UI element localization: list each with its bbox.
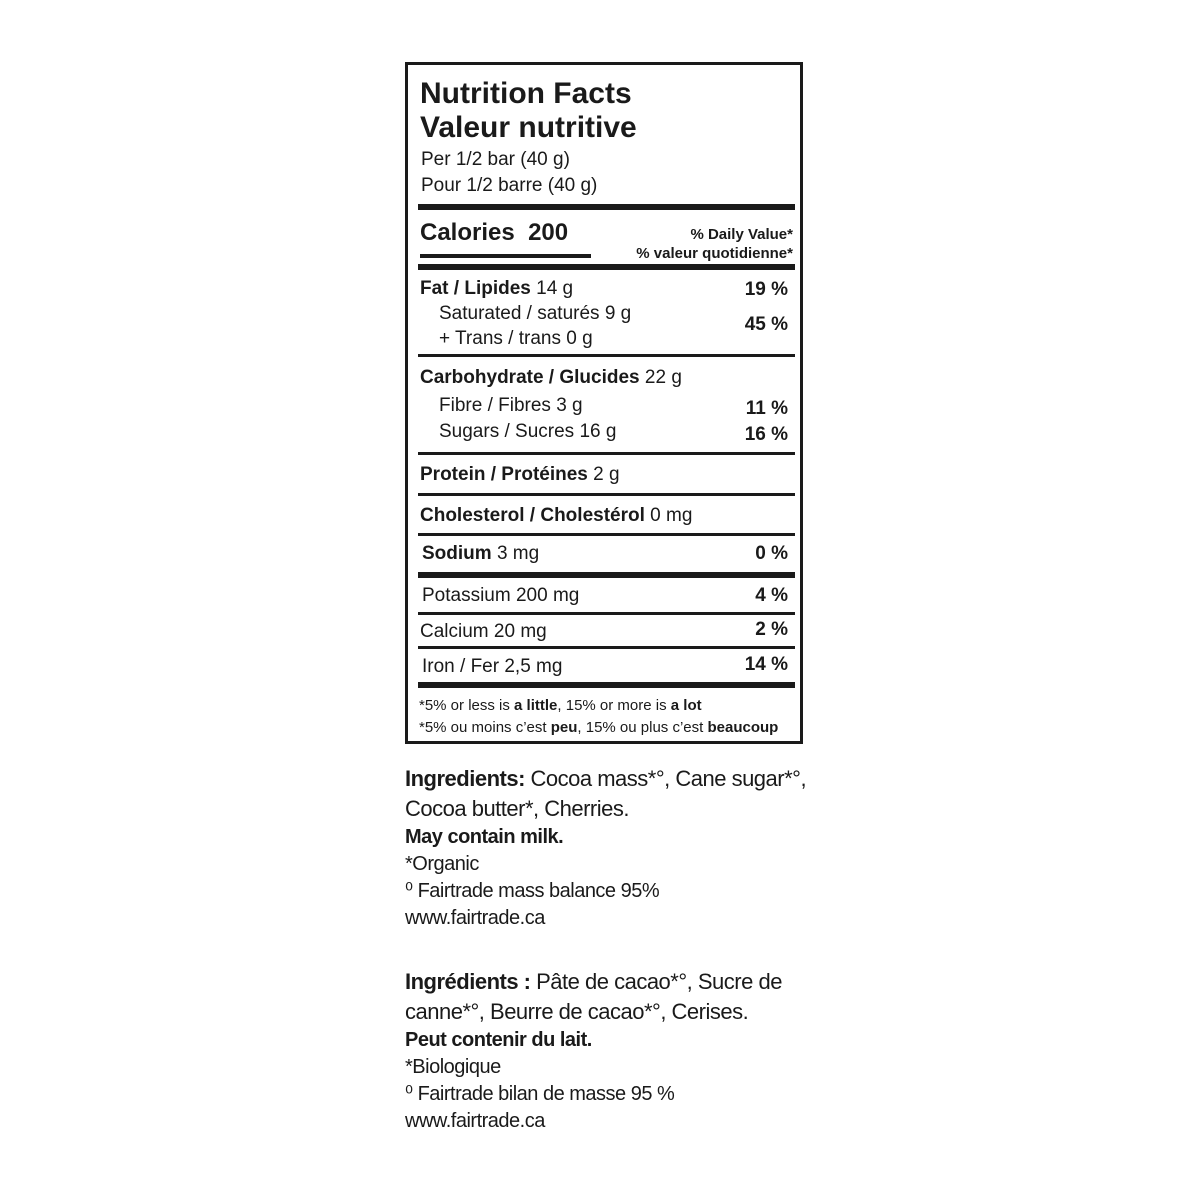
ingredients-french-heading: Ingrédients :: [405, 969, 531, 994]
iron-percent: 14 %: [744, 654, 788, 675]
divider-carbohydrate: [418, 452, 795, 455]
divider-protein: [418, 493, 795, 496]
fibre-percent: 11 %: [745, 398, 788, 419]
footnote-french-beaucoup: beaucoup: [707, 719, 779, 736]
nutrition-facts-panel: [405, 62, 803, 744]
trans-fat-row: + Trans / trans 0 g: [439, 328, 593, 349]
protein-label: Protein / Protéines: [420, 464, 588, 485]
organic-note-french: *Biologique: [405, 1056, 501, 1078]
allergen-english: May contain milk.: [405, 826, 564, 848]
ingredients-french-line1: [405, 967, 825, 997]
fat-amount: 14 g: [536, 278, 574, 299]
divider-sodium: [418, 572, 795, 578]
fat-label: Fat / Lipides: [420, 278, 531, 299]
title-english: Nutrition Facts: [420, 77, 632, 110]
sugars-percent: 16 %: [744, 424, 788, 445]
footnote-english-lot: a lot: [670, 697, 702, 714]
calories-row: [420, 219, 568, 247]
sugars-row: Sugars / Sucres 16 g: [439, 421, 617, 442]
protein-row: [420, 464, 620, 486]
cholesterol-amount: 0 mg: [650, 505, 693, 526]
daily-value-header-french: % valeur quotidienne*: [636, 245, 793, 262]
ingredients-english-text-2: Cocoa butter*, Cherries.: [405, 796, 629, 821]
ingredients-english: [405, 764, 825, 932]
footnote-french-text: *5% ou moins c’est: [419, 719, 551, 736]
cholesterol-label: Cholesterol / Cholestérol: [420, 505, 645, 526]
ingredients-english-line1: [405, 764, 825, 794]
fairtrade-note-english: ⁰ Fairtrade mass balance 95%: [405, 880, 660, 902]
ingredients-english-text-1: Cocoa mass*°, Cane sugar*°,: [524, 766, 807, 791]
title-french: Valeur nutritive: [420, 111, 637, 144]
footnote-english-text: *5% or less is: [419, 697, 515, 714]
footnote-french: [419, 718, 778, 738]
calories-value: 200: [528, 219, 569, 246]
serving-size-french: Pour 1/2 barre (40 g): [421, 175, 598, 196]
iron-row: Iron / Fer 2,5 mg: [422, 656, 563, 677]
sodium-percent: 0 %: [755, 543, 788, 564]
potassium-row: Potassium 200 mg: [422, 585, 580, 606]
fairtrade-website-french: www.fairtrade.ca: [405, 1110, 545, 1132]
ingredients-french-text-1: Pâte de cacao*°, Sucre de: [530, 969, 782, 994]
organic-note-english: *Organic: [405, 853, 479, 875]
sodium-label: Sodium: [422, 543, 492, 564]
daily-value-header-english: % Daily Value*: [690, 226, 793, 243]
divider-iron: [418, 682, 795, 688]
footnote-french-text-2: , 15% ou plus c’est: [577, 719, 708, 736]
sodium-row: [422, 543, 539, 565]
divider-serving: [418, 204, 795, 210]
serving-size-english: Per 1/2 bar (40 g): [421, 149, 570, 170]
potassium-percent: 4 %: [755, 585, 788, 606]
calories-label: Calories: [420, 219, 515, 246]
fat-row: [420, 278, 573, 300]
footnote-english: [419, 696, 702, 716]
calories-underline: [420, 254, 591, 258]
carbohydrate-amount: 22 g: [644, 367, 682, 388]
calcium-row: Calcium 20 mg: [420, 621, 547, 642]
footnote-french-peu: peu: [550, 719, 578, 736]
calcium-percent: 2 %: [755, 619, 788, 640]
carbohydrate-label: Carbohydrate / Glucides: [420, 367, 640, 388]
allergen-french: Peut contenir du lait.: [405, 1029, 592, 1051]
protein-amount: 2 g: [593, 464, 620, 485]
divider-cholesterol: [418, 533, 795, 536]
saturated-trans-percent: 45 %: [744, 314, 788, 335]
footnote-english-little: a little: [514, 697, 558, 714]
sodium-amount: 3 mg: [496, 543, 540, 564]
divider-potassium: [418, 612, 795, 615]
fairtrade-website-english: www.fairtrade.ca: [405, 907, 545, 929]
fairtrade-note-french: ⁰ Fairtrade bilan de masse 95 %: [405, 1083, 675, 1105]
ingredients-french-text-2: canne*°, Beurre de cacao*°, Cerises.: [405, 999, 749, 1024]
divider-calcium: [418, 646, 795, 649]
fat-percent: 19 %: [744, 279, 788, 300]
footnote-english-text-2: , 15% or more is: [557, 697, 671, 714]
saturated-fat-row: Saturated / saturés 9 g: [439, 303, 632, 324]
divider-calories: [418, 264, 795, 270]
ingredients-french: [405, 967, 825, 1135]
cholesterol-row: [420, 505, 692, 527]
ingredients-english-heading: Ingredients:: [405, 766, 525, 791]
divider-fat: [418, 354, 795, 357]
fibre-row: Fibre / Fibres 3 g: [439, 395, 583, 416]
carbohydrate-row: [420, 367, 682, 389]
